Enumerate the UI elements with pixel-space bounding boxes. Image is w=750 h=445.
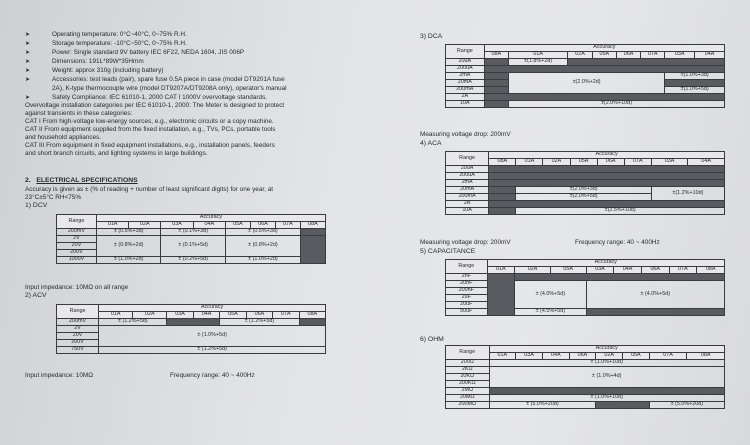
table-row: [57, 319, 326, 326]
col-header: 01A: [96, 222, 128, 229]
ohm-title: 6) OHM: [420, 336, 444, 343]
col-header: 05A: [550, 267, 586, 274]
range-cell: 20uA: [446, 59, 485, 66]
table-row: [57, 229, 326, 236]
accuracy-cell: ± (1.2%+5d): [99, 347, 326, 354]
range-cell: 20uA: [446, 166, 489, 173]
range-cell: 200mV: [57, 229, 97, 236]
table-row: [446, 94, 725, 101]
col-header: 03A: [665, 52, 695, 59]
col-header: 02A: [543, 159, 570, 166]
range-cell: 20V: [57, 243, 97, 250]
blank-cell: [596, 402, 649, 409]
text-line: and short branch circuits, and lighting systems in large buildings.: [25, 150, 208, 157]
range-cell: 20mA: [446, 187, 489, 194]
accuracy-header: Accuracy: [484, 45, 724, 52]
accuracy-cell: ± (0.8%+2d): [225, 236, 300, 257]
blank-cell: [489, 173, 725, 180]
spec-line: Operating temperature: 0°C~40°C, 0~75% R.H.: [52, 31, 187, 38]
blank-cell: [300, 229, 325, 236]
accuracy-cell: ± (5.0%+20d): [649, 402, 724, 409]
range-header: Range: [446, 152, 489, 166]
accuracy-cell: ± (4.0%+5d): [586, 281, 724, 309]
blank-cell: [484, 87, 508, 94]
bullet-icon: ➤: [25, 77, 31, 83]
table-row: [446, 59, 725, 66]
text-line: CAT II From equipment supplied from the fixed installation, e.g., TVs, PCs, portable tools: [25, 126, 276, 133]
blank-cell: [489, 187, 516, 194]
accuracy-header: Accuracy: [99, 305, 326, 312]
bullet-icon: ➤: [25, 68, 31, 74]
range-cell: 20MΩ: [446, 395, 490, 402]
table-row: [446, 101, 725, 108]
dca-title: 3) DCA: [420, 33, 443, 40]
table-row: [57, 257, 326, 264]
col-header: 05A: [623, 353, 650, 360]
blank-cell: [484, 101, 508, 108]
table-row: [57, 347, 326, 354]
blank-cell: [515, 274, 725, 281]
range-cell: 200uA: [446, 173, 489, 180]
accuracy-cell: ±(1.0%+3d): [665, 73, 725, 80]
accuracy-cell: ± (0.1%+3d): [161, 229, 226, 236]
col-header: 06A: [597, 159, 624, 166]
accuracy-cell: ± (1.2%+5d): [220, 319, 299, 326]
accuracy-cell: ± (1.0%+10d): [489, 395, 725, 402]
accuracy-header: Accuracy: [489, 152, 725, 159]
col-header: 06A: [569, 353, 596, 360]
table-row: [446, 73, 725, 80]
accuracy-cell: ± (1.0%+5d): [99, 326, 326, 347]
blank-cell: [484, 59, 508, 66]
text-line: against transients in these categories:: [25, 110, 133, 117]
accuracy-cell: ± (1.2%+5d): [99, 319, 167, 326]
table-row: [57, 326, 326, 333]
accuracy-cell: ±(1.2%+10d): [651, 187, 724, 201]
range-cell: 2mA: [446, 180, 489, 187]
section-number: 2.: [25, 177, 31, 184]
col-header: 08A: [697, 267, 725, 274]
text-line: and household appliances.: [25, 134, 102, 141]
section-heading: [25, 177, 138, 184]
range-header: Range: [57, 215, 97, 229]
blank-cell: [299, 319, 325, 326]
range-cell: 200mA: [446, 194, 489, 201]
range-cell: 200nF: [446, 288, 488, 295]
table-row: [446, 360, 725, 367]
text-line: CAT III From equipment in fixed equipment installations, e.g., installation panels, feeders: [25, 142, 275, 149]
blank-cell: [167, 319, 220, 326]
accuracy-note: Accuracy is given as ± (% of reading + number of least significant digits) for one year, at: [25, 186, 274, 193]
col-header: 05A: [592, 52, 616, 59]
dcv-table: [56, 214, 326, 264]
range-cell: 2uF: [446, 295, 488, 302]
col-header: 02A: [596, 353, 623, 360]
col-header: 02A: [133, 312, 167, 319]
col-header: 02A: [129, 222, 161, 229]
accuracy-cell: ± (0.2%+5d): [161, 257, 226, 264]
range-cell: 200KΩ: [446, 381, 490, 388]
accuracy-cell: ± (4.5%+5d): [515, 309, 586, 316]
accuracy-header: Accuracy: [487, 260, 724, 267]
blank-cell: [489, 180, 725, 187]
range-cell: 2KΩ: [446, 367, 490, 374]
table-row: [446, 402, 725, 409]
ohm-table: [445, 345, 725, 409]
col-header: 07A: [624, 159, 651, 166]
text-line: CAT I From high-voltage low-energy sources, e.g., electronic circuits or a copy machine.: [25, 118, 274, 125]
bullet-icon: ➤: [25, 59, 31, 65]
col-header: 01A: [516, 159, 543, 166]
accuracy-cell: ±(1.8%+2d): [508, 59, 568, 66]
bullet-icon: ➤: [25, 32, 31, 38]
col-header: 08A: [300, 222, 325, 229]
col-header: 02A: [568, 52, 592, 59]
col-header: 04A: [542, 353, 569, 360]
bullet-icon: ➤: [25, 50, 31, 56]
col-header: 06A: [641, 267, 669, 274]
dcv-impedance: Input impedance: 10MΩ on all range: [25, 284, 129, 291]
range-cell: 20V: [57, 333, 99, 340]
accuracy-cell: ± (5.0%+20d): [489, 402, 596, 409]
col-header: 04A: [193, 312, 219, 319]
col-header: 03A: [651, 159, 688, 166]
accuracy-cell: ±(2.0%+10d): [508, 101, 724, 108]
col-header: 03A: [586, 267, 614, 274]
accuracy-cell: ± (4.0%+5d): [515, 281, 586, 309]
col-header: 04A: [193, 222, 225, 229]
range-cell: 2MΩ: [446, 388, 490, 395]
accuracy-cell: ± (1.0%+2d): [96, 257, 161, 264]
table-row: [446, 201, 725, 208]
col-header: 07A: [669, 267, 697, 274]
accuracy-cell: ± (1.0%+10d): [489, 360, 725, 367]
spec-line: Power: Single standard 9V battery IEC 6F22, NEDA 1604, JIS 006P: [52, 49, 245, 56]
col-header: 06A: [246, 312, 272, 319]
accuracy-cell: ± (0.5%+3d): [225, 229, 300, 236]
spec-line: Weight: approx 310g (including battery): [52, 67, 164, 74]
acv-table: [56, 304, 326, 354]
table-row: [446, 367, 725, 374]
accuracy-header: Accuracy: [489, 346, 725, 353]
range-cell: 2A: [446, 94, 485, 101]
col-header: 04A: [695, 52, 725, 59]
accuracy-cell: ± (0.8%+2d): [96, 236, 161, 257]
col-header: 07A: [275, 222, 300, 229]
col-header: 04A: [614, 267, 642, 274]
range-cell: 20nF: [446, 281, 488, 288]
section-title: ELECTRICAL SPECIFICATIONS: [36, 177, 138, 184]
col-header: 05A: [570, 159, 597, 166]
table-row: [57, 236, 326, 243]
col-header: 02A: [515, 267, 551, 274]
blank-cell: [489, 208, 516, 215]
table-row: [446, 274, 725, 281]
col-header: 03A: [167, 312, 193, 319]
range-cell: 200V: [57, 340, 99, 347]
range-cell: 200Ω: [446, 360, 490, 367]
blank-cell: [484, 80, 508, 87]
blank-cell: [586, 309, 724, 316]
aca-frequency: Frequency range: 40 ~ 400Hz: [575, 239, 660, 246]
aca-title: 4) ACA: [420, 140, 442, 147]
range-cell: 200mA: [446, 87, 485, 94]
accuracy-cell: ± (1.0%+2d): [225, 257, 300, 264]
acv-impedance: Input impedance: 10MΩ: [25, 372, 94, 379]
dca-voltage-drop: Measuring voltage drop: 200mV: [420, 131, 511, 138]
aca-table: [445, 151, 725, 215]
accuracy-cell: ±(2.0%+5d): [516, 194, 651, 201]
text-line: Overvoltage installation categories per IEC 61010-1, 2000: The Meter is designed to protect: [25, 102, 285, 109]
blank-cell: [489, 194, 516, 201]
accuracy-cell: ±(2.5%+10d): [516, 208, 725, 215]
range-cell: 20mA: [446, 80, 485, 87]
table-row: [446, 166, 725, 173]
col-header: 01A: [99, 312, 133, 319]
blank-cell: [568, 59, 725, 66]
range-cell: 2mA: [446, 73, 485, 80]
dca-table: [445, 44, 725, 108]
col-header: 08A: [299, 312, 325, 319]
capacitance-table: [445, 259, 725, 316]
dcv-title: 1) DCV: [25, 202, 48, 209]
accuracy-conditions: 23°C±5°C RH<75%: [25, 194, 82, 201]
range-cell: 200uA: [446, 66, 485, 73]
range-cell: 50uF: [446, 309, 488, 316]
col-header: 07A: [273, 312, 299, 319]
col-header: 08A: [687, 353, 725, 360]
spec-line: Accessories: test leads (pair), spare fuse 0.5A piece in case (model DT9201A fuse: [52, 76, 285, 83]
spec-line: Dimensions: 191L*89W*35Hmm: [52, 58, 144, 65]
range-cell: 10A: [446, 101, 485, 108]
accuracy-cell: ± (1.0%+4d): [489, 367, 725, 388]
range-cell: 20KΩ: [446, 374, 490, 381]
accuracy-cell: ± (0.1%+5d): [161, 236, 226, 257]
col-header: 01A: [487, 267, 515, 274]
col-header: 04A: [688, 159, 725, 166]
blank-cell: [489, 166, 725, 173]
col-header: 08A: [484, 52, 508, 59]
range-header: Range: [57, 305, 99, 319]
range-cell: 2V: [57, 236, 97, 243]
range-cell: 2nF: [446, 274, 488, 281]
spec-line: Safety Compliance: IEC 61010-1, 2000 CAT I 1000V overvoltage standards.: [52, 94, 268, 101]
table-row: [446, 388, 725, 395]
accuracy-cell: ±(2.0%+3d): [516, 187, 651, 194]
range-header: Range: [446, 346, 490, 360]
col-header: 05A: [225, 222, 250, 229]
col-header: 07A: [641, 52, 665, 59]
accuracy-header: Accuracy: [96, 215, 325, 222]
blank-cell: [487, 274, 515, 316]
range-header: Range: [446, 45, 485, 59]
range-cell: 10A: [446, 208, 489, 215]
col-header: 03A: [161, 222, 193, 229]
acv-frequency: Frequency range: 40 ~ 400Hz: [170, 372, 255, 379]
range-cell: 2V: [57, 326, 99, 333]
spec-line: Storage temperature: -10°C~50°C, 0~75% R.H.: [52, 40, 187, 47]
acv-title: 2) ACV: [25, 292, 47, 299]
bullet-icon: ➤: [25, 41, 31, 47]
col-header: 01A: [489, 353, 516, 360]
col-header: 01A: [508, 52, 568, 59]
range-cell: 200MΩ: [446, 402, 490, 409]
range-cell: 20uF: [446, 302, 488, 309]
col-header: 08A: [489, 159, 516, 166]
blank-cell: [300, 236, 325, 264]
table-row: [446, 173, 725, 180]
range-cell: 2A: [446, 201, 489, 208]
col-header: 03A: [516, 353, 543, 360]
capacitance-title: 5) CAPACITANCE: [420, 248, 476, 255]
spec-line: 2A), K-type thermocouple wire (model DT9207A/DT9208A only), operator's manual: [52, 85, 287, 92]
col-header: 06A: [616, 52, 640, 59]
col-header: 05A: [220, 312, 246, 319]
range-header: Range: [446, 260, 488, 274]
range-cell: 200mV: [57, 319, 99, 326]
range-cell: 1000V: [57, 257, 97, 264]
blank-cell: [484, 73, 508, 80]
col-header: 06A: [250, 222, 275, 229]
aca-voltage-drop: Measuring voltage drop: 200mV: [420, 239, 511, 246]
accuracy-cell: ±(2.0%+2d): [508, 73, 664, 94]
bullet-icon: ➤: [25, 95, 31, 101]
range-cell: 200V: [57, 250, 97, 257]
accuracy-cell: ±(1.0%+5d): [665, 87, 725, 94]
col-header: 07A: [649, 353, 687, 360]
range-cell: 750V: [57, 347, 99, 354]
accuracy-cell: ± (0.5%+3d): [96, 229, 161, 236]
table-row: [446, 208, 725, 215]
